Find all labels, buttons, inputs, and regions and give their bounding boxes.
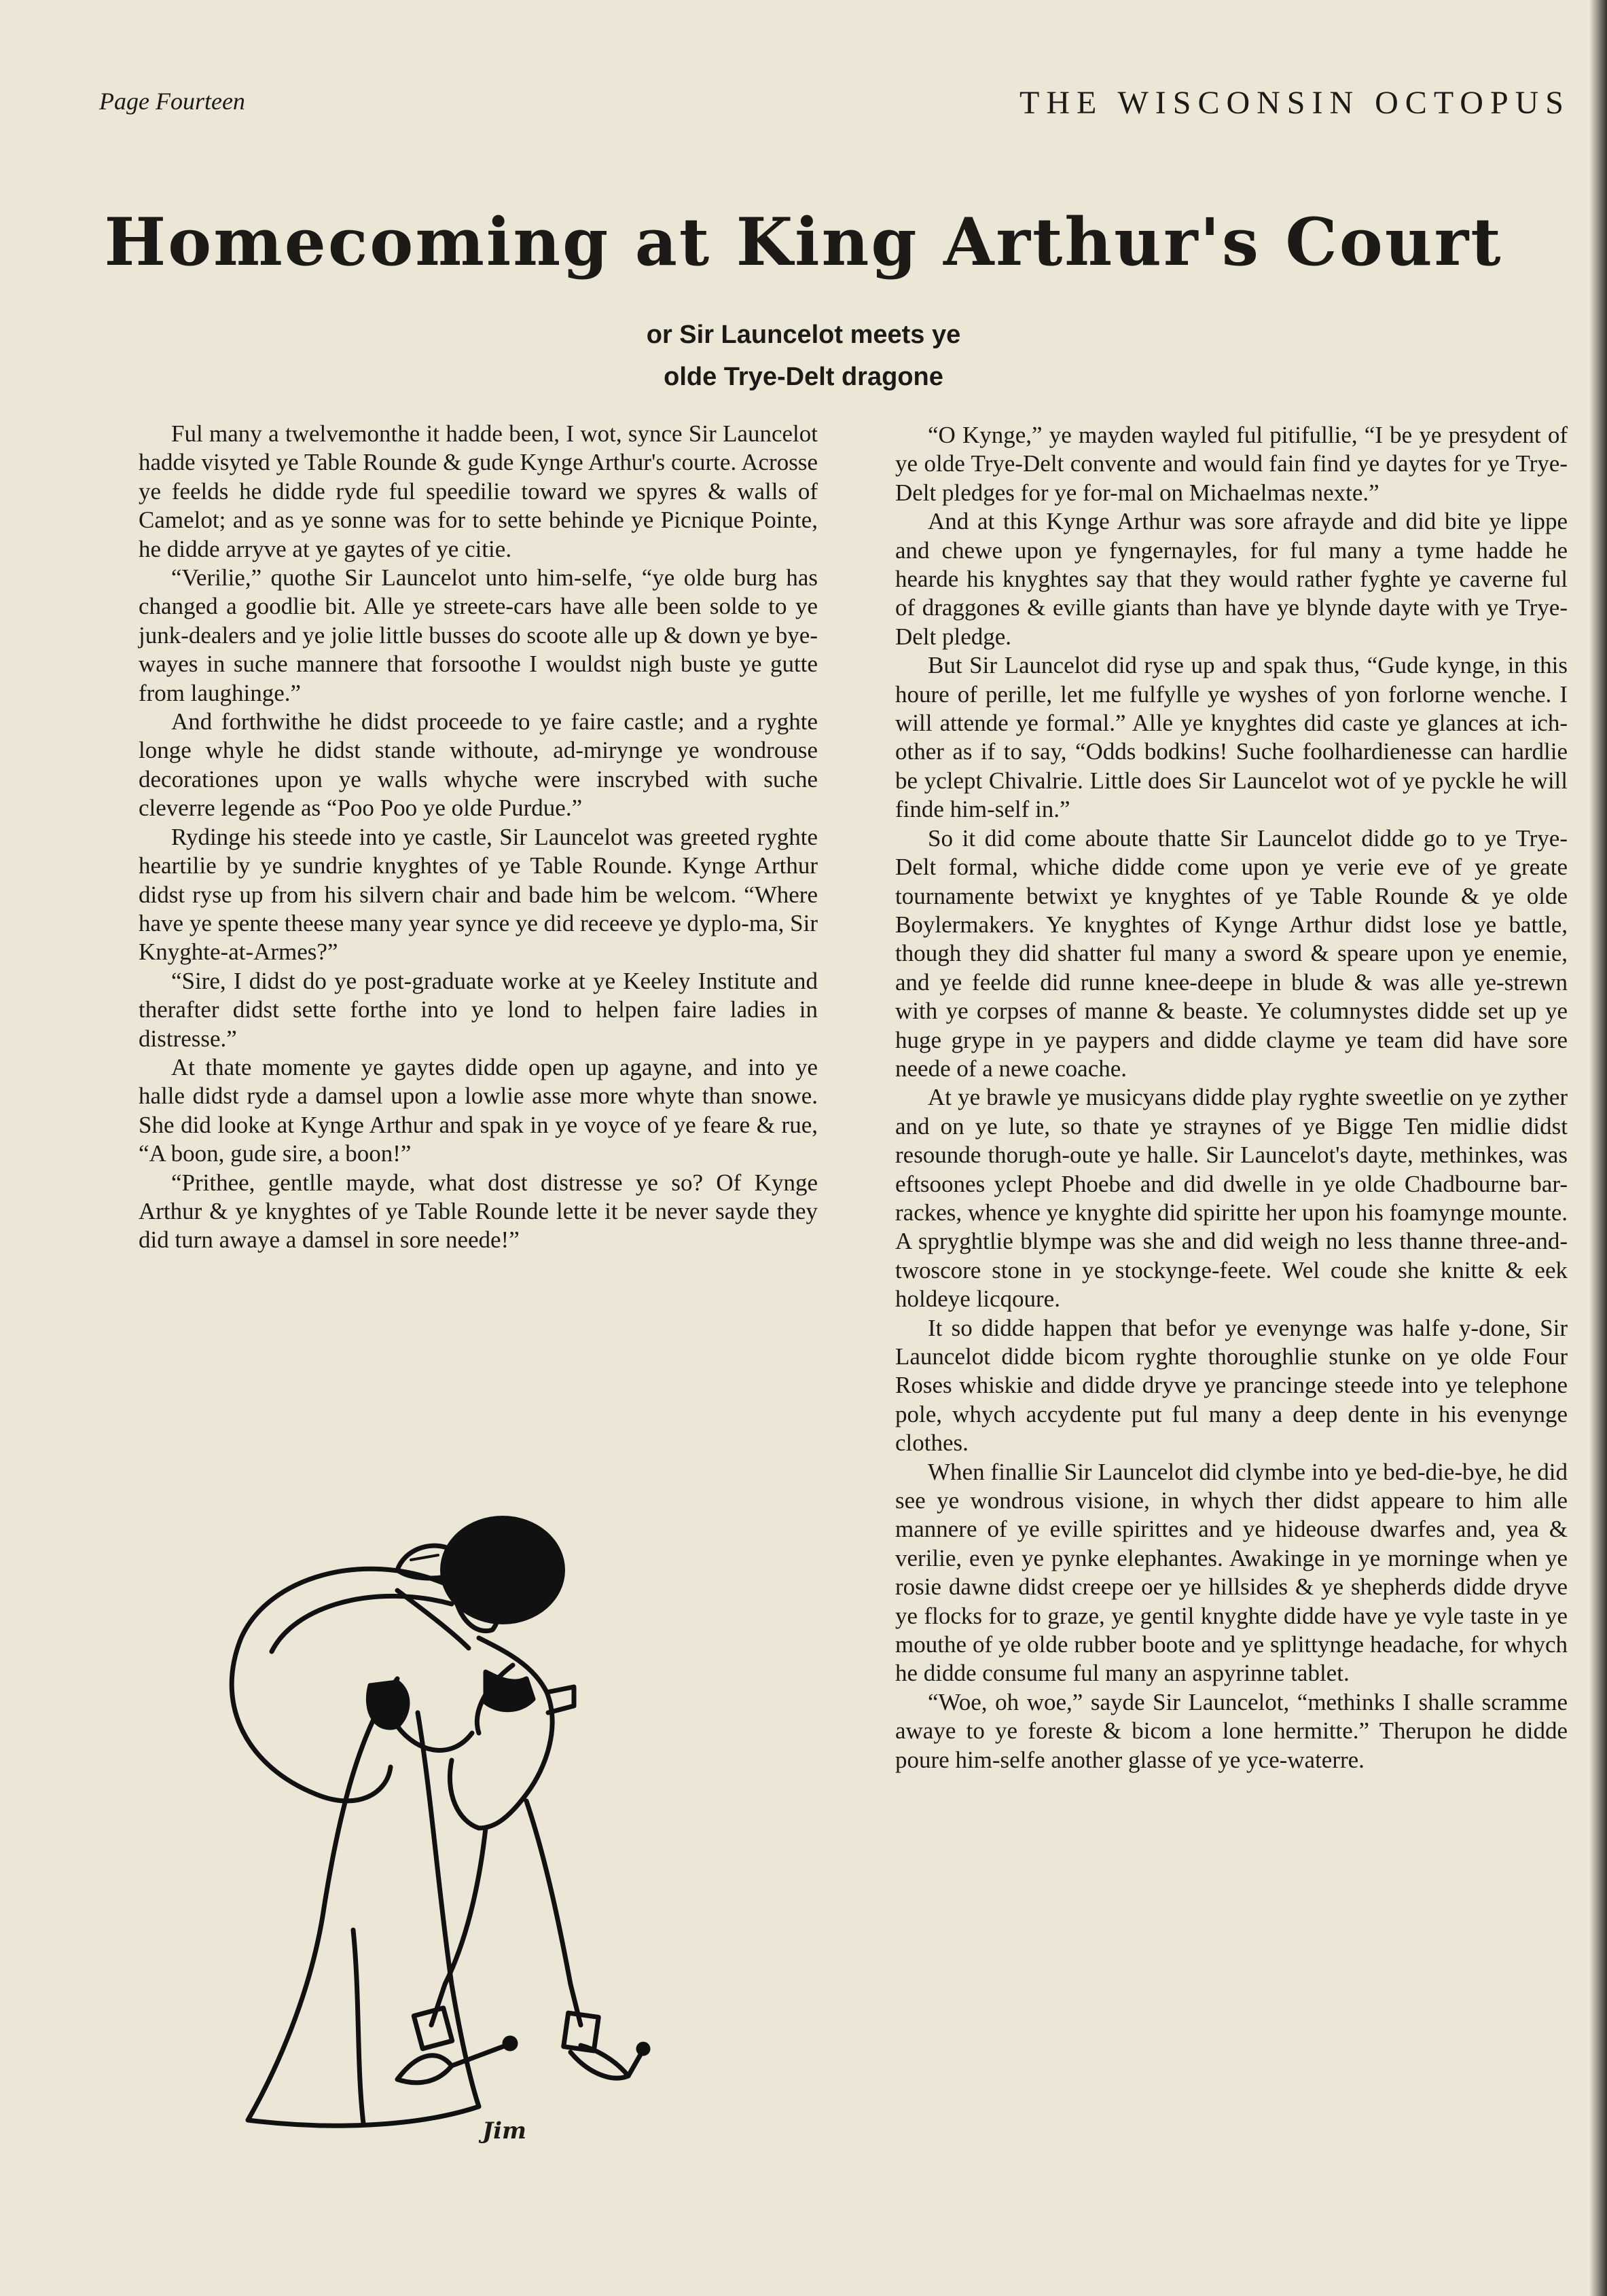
subtitle-line-2: olde Trye-Delt dragone bbox=[664, 363, 943, 391]
magazine-title: THE WISCONSIN OCTOPUS bbox=[1019, 85, 1570, 121]
paragraph: “Woe, oh woe,” sayde Sir Launcelot, “methinks I shalle scramme awaye to ye foreste & bicom a lone hermitte.” Therupon he didde poure him-selfe another glasse of ye yce-waterre. bbox=[895, 1688, 1568, 1773]
paragraph: At thate momente ye gaytes didde open up agayne, and into ye halle didst ryde a damsel upon a lowlie asse more whyte than snowe. She did looke at Kynge Arthur and spak in ye voyce of ye feare & rue, “A boon, gude sire, a boon!” bbox=[139, 1053, 818, 1167]
left-column bbox=[139, 420, 818, 1255]
paragraph: “Prithee, gentlle mayde, what dost distresse ye so? Of Kynge Arthur & ye knyghtes of ye Table Rounde lette it be never sayde they did turn awaye a damsel in sore neede!” bbox=[139, 1169, 818, 1254]
paragraph: But Sir Launcelot did ryse up and spak thus, “Gude kynge, in this houre of perille, let me fulfylle ye wyshes of yon forlorne wenche. I will attende ye formal.” Alle ye knyghtes did caste ye glances at ich-other as if to say, “Odds bodkins! Suche foolhardienesse can hardlie be yclept Chivalrie. Little does Sir Launcelot wot of ye pyckle he will finde him-self in.” bbox=[895, 652, 1568, 823]
cartoon-illustration bbox=[194, 1509, 818, 2140]
paragraph: At ye brawle ye musicyans didde play ryghte sweetlie on ye zyther and on ye lute, so thate ye straynes of ye Bigge Ten midlie didst resounde thorugh-oute ye halle. Sir Launcelot's dayte, methinkes, was eftsoones yclept Phoebe and did dwelle in ye olde Chadbourne bar-rackes, whence ye knyghte did spiritte her upon his foamynge mounte. A spryghtlie blympe was she and did weigh no less thanne three-and-twoscore stone in ye stockynge-feete. Wel coude she knitte & eek holdeye licqoure. bbox=[895, 1084, 1568, 1313]
page-number-label: Page Fourteen bbox=[99, 88, 245, 115]
paragraph: So it did come aboute thatte Sir Launcelot didde go to ye Trye-Delt formal, whiche didde come upon ye verie eve of ye greate tournamente betwixt ye knyghtes of ye Table Rounde & ye olde Boylermakers. Ye knyghtes of Kynge Arthur didst lose ye battle, though they did shatter ful many a sword & speare upon ye enemie, and ye feelde did runne knee-deepe in blude & was alle ye-strewn with ye corpses of manne & beaste. Ye columnystes didde set up ye huge grype in ye paypers and didde clayme ye team did have sore neede of a newe coache. bbox=[895, 824, 1568, 1082]
page-edge-shadow bbox=[1589, 0, 1607, 2296]
article-subtitle bbox=[0, 314, 1607, 398]
paragraph: “Verilie,” quothe Sir Launcelot unto him-selfe, “ye olde burg has changed a goodlie bit. Alle ye streete-cars have alle been solde to ye junk-dealers and ye jolie little busses do scoote alle up & down ye bye-wayes in suche mannere that forsoothe I wouldst nigh buste ye gutte from laughinge.” bbox=[139, 564, 818, 706]
paragraph: “O Kynge,” ye mayden wayled ful pitifullie, “I be ye presydent of ye olde Trye-Delt convente and would fain find ye daytes for ye Trye-Delt pledges for ye for-mal on Michaelmas nexte.” bbox=[895, 422, 1568, 506]
paragraph: And at this Kynge Arthur was sore afrayde and did bite ye lippe and chewe upon ye fyngernayles, for ful many a tyme hadde he hearde his knyghtes say that they would rather fyghte ye caverne ful of draggones & eville giants than have ye blynde dayte with ye Trye-Delt pledge. bbox=[895, 508, 1568, 650]
paragraph: Ful many a twelvemonthe it hadde been, I wot, synce Sir Launcelot hadde visyted ye Table Rounde & gude Kynge Arthur's courte. Acrosse ye feelds he didde ryde ful speedilie toward we spyres & walls of Camelot; and as ye sonne was for to sette behinde ye Picnique Pointe, he didde arryve at ye gaytes of ye citie. bbox=[139, 420, 818, 562]
article-title: Homecoming at King Arthur's Court bbox=[104, 204, 1503, 280]
subtitle-line-1: or Sir Launcelot meets ye bbox=[646, 321, 961, 349]
right-column bbox=[895, 421, 1568, 1774]
paragraph: “Sire, I didst do ye post-graduate worke at ye Keeley Institute and therafter didst sette forthe into ye lond to helpen faire ladies in distresse.” bbox=[139, 967, 818, 1052]
paragraph: And forthwithe he didst proceede to ye faire castle; and a ryghte longe whyle he didst stande withoute, ad-mirynge ye wondrouse decorationes upon ye walls whyche were inscrybed with suche cleverre legende as “Poo Poo ye olde Purdue.” bbox=[139, 708, 818, 822]
paragraph: Rydinge his steede into ye castle, Sir Launcelot was greeted ryghte heartilie by ye sundrie knyghtes of ye Table Rounde. Kynge Arthur didst ryse up from his silvern chair and bade him be welcom. “Where have ye spente theese many year synce ye did receeve ye dyplo-ma, Sir Knyghte-at-Armes?” bbox=[139, 823, 818, 966]
paragraph: When finallie Sir Launcelot did clymbe into ye bed-die-bye, he did see ye wondrous visione, in whych ther didst appeare to him alle mannere of ye eville spirittes and ye hideouse dwarfes and, yea & verilie, even ye pynke elephantes. Awakinge in ye morninge when ye rosie dawne didst creepe oer ye hillsides & ye shepherds didde dryve ye flocks for to graze, ye gentil knyghte didde have ye vyle taste in ye mouthe of ye olde rubber boote and ye splittynge headache, for whych he didde consume ful many an aspyrinne tablet. bbox=[895, 1458, 1568, 1687]
artist-signature: Jim bbox=[482, 2117, 526, 2145]
paragraph: It so didde happen that befor ye evenynge was halfe y-done, Sir Launcelot didde bicom ryghte thoroughlie stunke on ye olde Four Roses whiskie and didde dryve ye prancinge steede into ye telephone pole, whych accydente put ful many a deep dente in his evenynge clothes. bbox=[895, 1314, 1568, 1457]
